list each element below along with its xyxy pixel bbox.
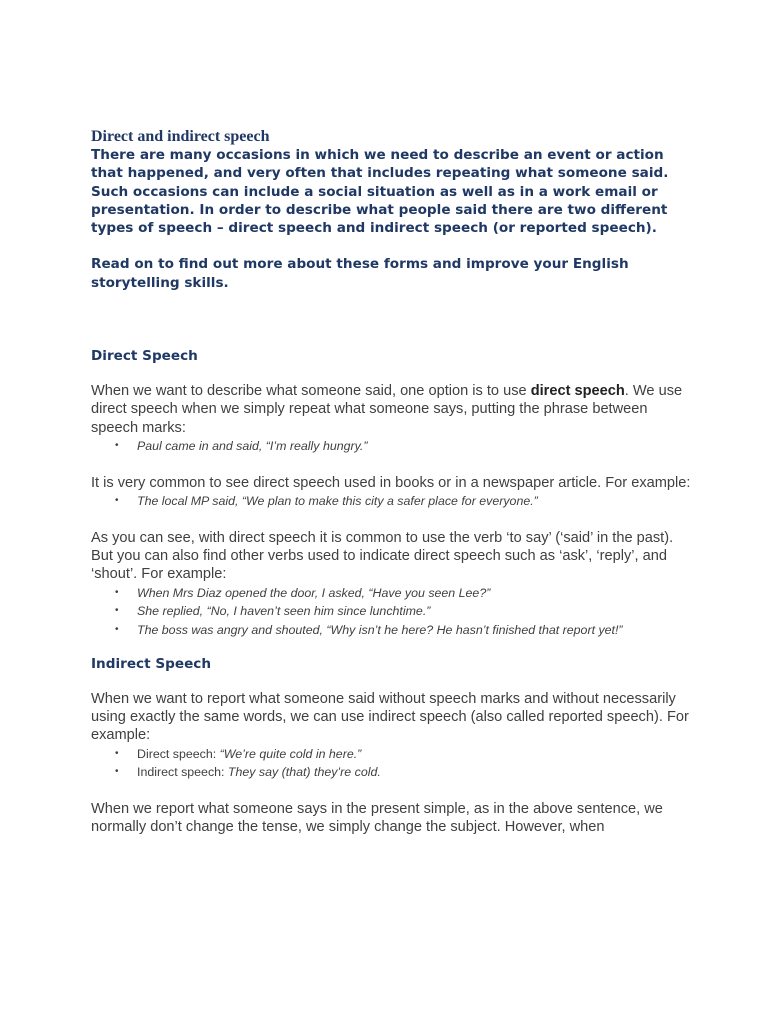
example-text: They say (that) they’re cold.: [227, 765, 381, 780]
list-item: [91, 437, 691, 456]
indirect-speech-paragraph-1: When we want to report what someone said without speech marks and without necessarily using exactly the same words, we can use indirect speech (also called reported speech). For example:: [91, 690, 689, 744]
document-title: Direct and indirect speech: [91, 128, 270, 145]
example-text: When Mrs Diaz opened the door, I asked, “Have you seen Lee?”: [137, 585, 491, 600]
list-item: [91, 602, 691, 621]
paragraph-text: . We use direct speech when we simply repeat what someone says, putting the phrase between speech marks:: [91, 383, 683, 436]
bullet-icon: •: [115, 747, 119, 759]
bullet-icon: •: [115, 586, 119, 598]
list-item: [91, 745, 691, 764]
example-label: Indirect speech:: [137, 765, 228, 780]
bold-term: direct speech: [530, 383, 625, 400]
bullet-icon: •: [115, 766, 119, 778]
example-label: Direct speech:: [137, 746, 220, 761]
direct-speech-paragraph-1: [91, 382, 691, 437]
direct-example-list-2: [91, 492, 691, 511]
example-text: She replied, “No, I haven’t seen him since lunchtime.”: [137, 604, 431, 619]
bullet-icon: •: [115, 494, 119, 506]
example-text: Paul came in and said, “I’m really hungry.”: [137, 438, 368, 453]
intro-call-to-action: Read on to find out more about these forms and improve your English storytelling skills.: [91, 256, 629, 291]
example-text: “We’re quite cold in here.”: [219, 746, 362, 761]
intro-paragraph: There are many occasions in which we need to describe an event or action that happened, and very often that includes repeating what someone said. Such occasions can include a social situation as well as in a work email or presentation. In order to describe what people said there are two different types of speech – direct speech and indirect speech (or reported speech).: [91, 147, 669, 237]
indirect-speech-heading: Indirect Speech: [91, 655, 212, 672]
paragraph-text: When we want to describe what someone said, one option is to use: [91, 383, 531, 400]
list-item: [91, 621, 691, 640]
list-item: [91, 763, 691, 782]
bullet-icon: •: [115, 605, 119, 617]
bullet-icon: •: [115, 439, 119, 451]
direct-example-list-3: [91, 584, 691, 640]
direct-speech-paragraph-2: It is very common to see direct speech used in books or in a newspaper article. For example:: [91, 474, 691, 491]
list-item: [91, 492, 691, 511]
document-page: [91, 127, 691, 837]
indirect-example-list: [91, 745, 691, 782]
example-text: The local MP said, “We plan to make this city a safer place for everyone.”: [137, 493, 538, 508]
bullet-icon: •: [115, 623, 119, 635]
list-item: [91, 584, 691, 603]
direct-example-list-1: [91, 437, 691, 456]
example-text: The boss was angry and shouted, “Why isn’t he here? He hasn’t finished that report yet!”: [137, 622, 623, 637]
direct-speech-heading: Direct Speech: [91, 348, 198, 365]
indirect-speech-paragraph-2: When we report what someone says in the present simple, as in the above sentence, we normally don’t change the tense, we simply change the subject. However, when: [91, 800, 663, 836]
direct-speech-paragraph-3: As you can see, with direct speech it is common to use the verb ‘to say’ (‘said’ in the past). But you can also find other verbs used to indicate direct speech such as ‘ask’, ‘reply’, and ‘shout’. For example:: [91, 529, 674, 583]
